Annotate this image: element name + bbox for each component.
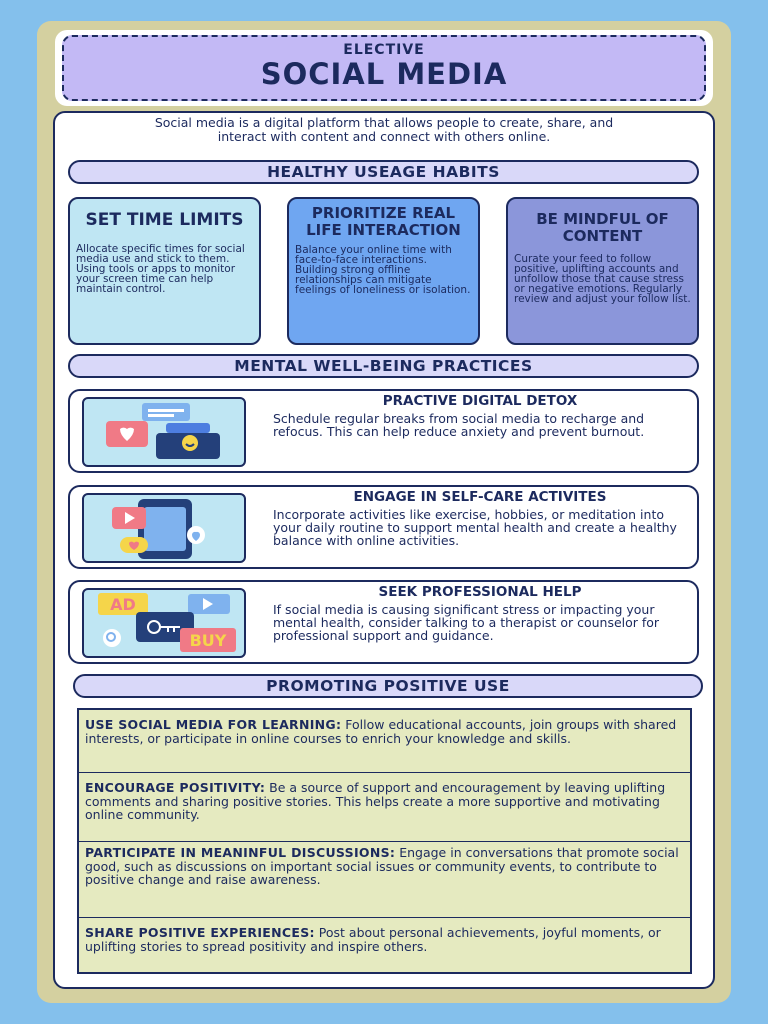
habit-card-text: Curate your feed to follow positive, uplifting accounts and unfollow those that cause stress or negative emotions. Regularly review and adjust your follow list. — [514, 253, 691, 305]
row-label: USE SOCIAL MEDIA FOR LEARNING: — [85, 717, 342, 732]
row-label: ENCOURAGE POSITIVITY: — [85, 780, 266, 795]
ad-buy-icon — [82, 588, 246, 658]
wellbeing-item-title: PRACTIVE DIGITAL DETOX — [382, 393, 578, 409]
habit-card-text: Balance your online time with face-to-face interactions. Building strong offline relationships can mitigate feelings of loneliness or isolation. — [295, 244, 471, 296]
title-banner — [62, 35, 706, 101]
wellbeing-item-title: SEEK PROFESSIONAL HELP — [378, 584, 582, 600]
wellbeing-item-text: If social media is causing significant stress or impacting your mental health, consider talking to a therapist or counselor for professional support and guidance. — [273, 602, 660, 643]
positive-use-table — [77, 708, 692, 974]
section-heading-wellbeing: MENTAL WELL-BEING PRACTICES — [68, 354, 699, 378]
row-label: SHARE POSITIVE EXPERIENCES: — [85, 925, 315, 940]
table-row — [79, 918, 690, 972]
habit-card-mindful — [506, 197, 699, 345]
row-text: Be a source of support and encouragement by leaving uplifting comments and sharing positive stories. This helps create a more supportive and motivating online community. — [85, 780, 666, 822]
habit-card-time-limits — [68, 197, 261, 345]
table-row — [79, 773, 690, 842]
buy-icon-label: BUY — [189, 631, 227, 650]
wellbeing-item-text: Incorporate activities like exercise, hobbies, or meditation into your daily routine to support mental health and create a healthy balance with online activities. — [273, 507, 677, 548]
wellbeing-item-self-care — [68, 485, 699, 569]
row-text: Post about personal achievements, joyful moments, or uplifting stories to spread positivity and inspire others. — [85, 925, 661, 954]
phone-play-icon — [82, 493, 246, 563]
row-text: Engage in conversations that promote social good, such as discussions on important social issues or community events, to contribute to positive change and raise awareness. — [85, 845, 679, 887]
intro-text: Social media is a digital platform that allows people to create, share, and interact with content and connect with others online. — [154, 115, 614, 144]
ad-icon-label: AD — [110, 595, 136, 614]
habit-card-real-life — [287, 197, 480, 345]
wellbeing-item-title: ENGAGE IN SELF-CARE ACTIVITES — [353, 489, 607, 505]
habit-card-text: Allocate specific times for social media use and stick to them. Using tools or apps to monitor your screen time can help maintain control. — [76, 243, 245, 295]
wellbeing-item-detox — [68, 389, 699, 473]
habit-card-title: PRIORITIZE REAL LIFE INTERACTION — [306, 204, 461, 239]
habit-card-title: BE MINDFUL OF CONTENT — [536, 210, 669, 245]
row-text: Follow educational accounts, join groups with shared interests, or participate in online courses to enrich your knowledge and skills. — [85, 717, 677, 746]
table-row — [79, 842, 690, 918]
wellbeing-item-professional-help — [68, 580, 699, 664]
page-title: SOCIAL MEDIA — [260, 57, 508, 91]
section-heading-positive: PROMOTING POSITIVE USE — [73, 674, 703, 698]
title-kicker: ELECTIVE — [343, 42, 425, 58]
row-label: PARTICIPATE IN MEANINFUL DISCUSSIONS: — [85, 845, 396, 860]
chat-bubbles-icon — [82, 397, 246, 467]
wellbeing-item-text: Schedule regular breaks from social media to recharge and refocus. This can help reduce anxiety and prevent burnout. — [273, 411, 645, 439]
table-row — [79, 710, 690, 773]
section-heading-habits: HEALTHY USEAGE HABITS — [68, 160, 699, 184]
habit-card-title: SET TIME LIMITS — [85, 210, 244, 230]
